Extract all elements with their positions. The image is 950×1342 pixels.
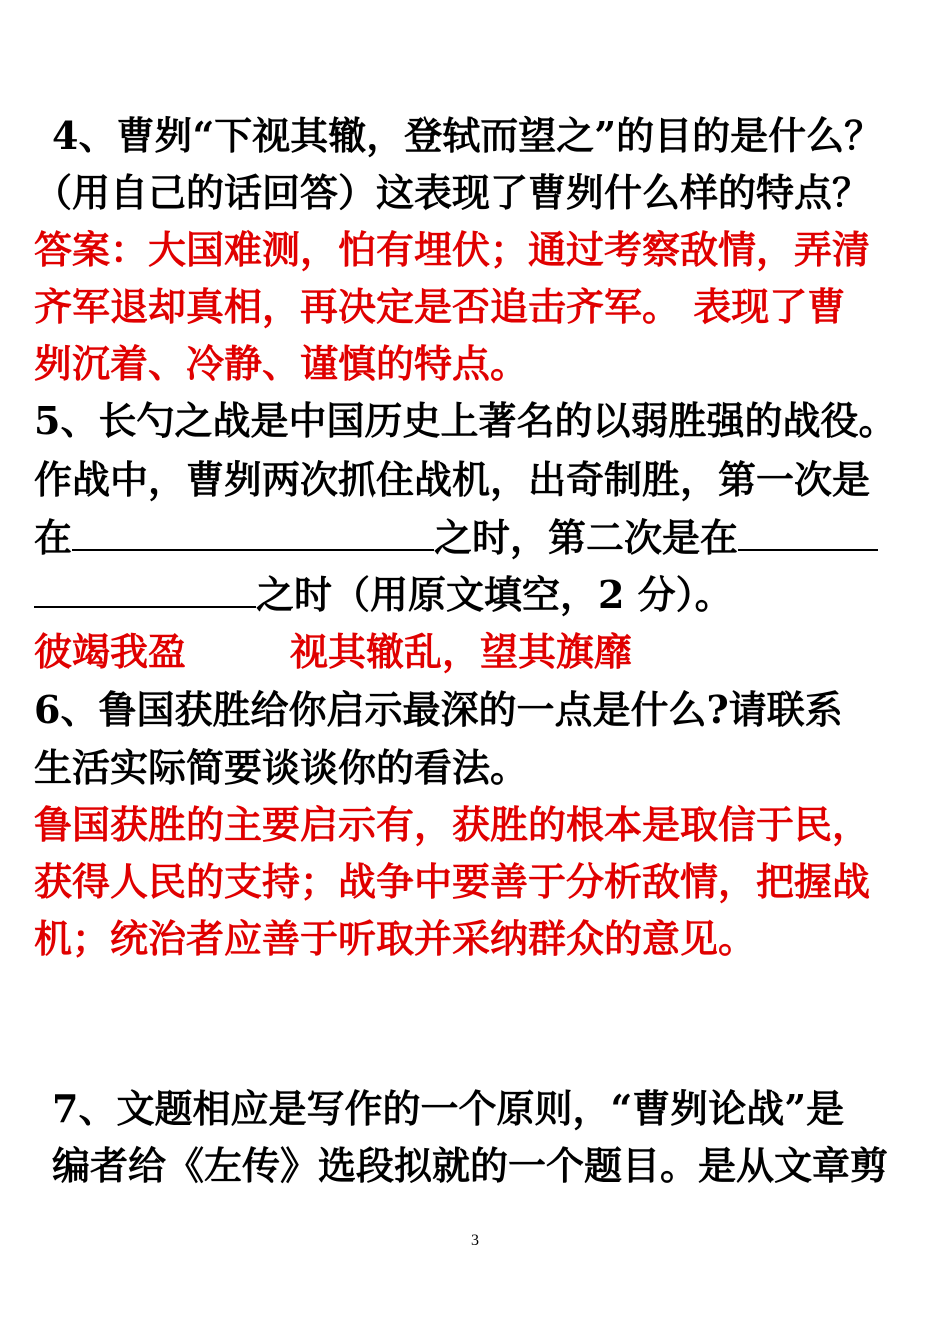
fill-blank-2a[interactable]: [738, 509, 878, 551]
q5-answer-line: [34, 624, 914, 680]
fill-blank-2b[interactable]: [34, 566, 256, 608]
q5-line-3-middle: 之时，第二次是在: [434, 515, 739, 560]
q7-line-2: 编者给《左传》选段拟就的一个题目。是从文章剪: [52, 1143, 889, 1188]
q6-line-2: 生活实际简要谈谈你的看法。: [34, 745, 529, 790]
q5-answer-1: 彼竭我盈: [34, 629, 187, 674]
page-number: 3: [471, 1232, 479, 1249]
q4-line-2: （用自己的话回答）这表现了曹刿什么样的特点？: [34, 170, 871, 215]
q6-line-1: 6、鲁国获胜给你启示最深的一点是什么?请联系: [34, 687, 843, 732]
q6-answer-line-3: 机；统治者应善于听取并采纳群众的意见。: [34, 916, 757, 961]
q4-answer-line-3: 刿沉着、冷静、谨慎的特点。: [34, 341, 529, 386]
q5-answer-2: 视其辙乱，望其旗靡: [290, 629, 633, 674]
q4-answer-line-1: 答案：大国难测，怕有埋伏；通过考察敌情，弄清: [34, 227, 871, 272]
q4-answer-line-2: 齐军退却真相，再决定是否追击齐军。 表现了曹: [34, 284, 846, 329]
q5-line-2: 作战中，曹刿两次抓住战机，出奇制胜，第一次是: [34, 457, 871, 502]
q5-line-4: [34, 566, 914, 622]
q6-answer-line-2: 获得人民的支持；战争中要善于分析敌情，把握战: [34, 859, 871, 904]
q4-line-1: 4、曹刿“下视其辙，登轼而望之”的目的是什么？: [52, 113, 883, 158]
q5-line-3-prefix: 在: [34, 515, 73, 560]
q7-line-1: 7、文题相应是写作的一个原则，“曹刿论战”是: [52, 1086, 845, 1131]
fill-blank-1[interactable]: [72, 509, 434, 551]
q6-answer-line-1: 鲁国获胜的主要启示有，获胜的根本是取信于民，: [34, 802, 871, 847]
q5-line-3: [34, 509, 914, 565]
q5-line-4-suffix: 之时（用原文填空，2 分）。: [256, 572, 733, 617]
q5-line-1: 5、长勺之战是中国历史上著名的以弱胜强的战役。: [34, 398, 897, 443]
